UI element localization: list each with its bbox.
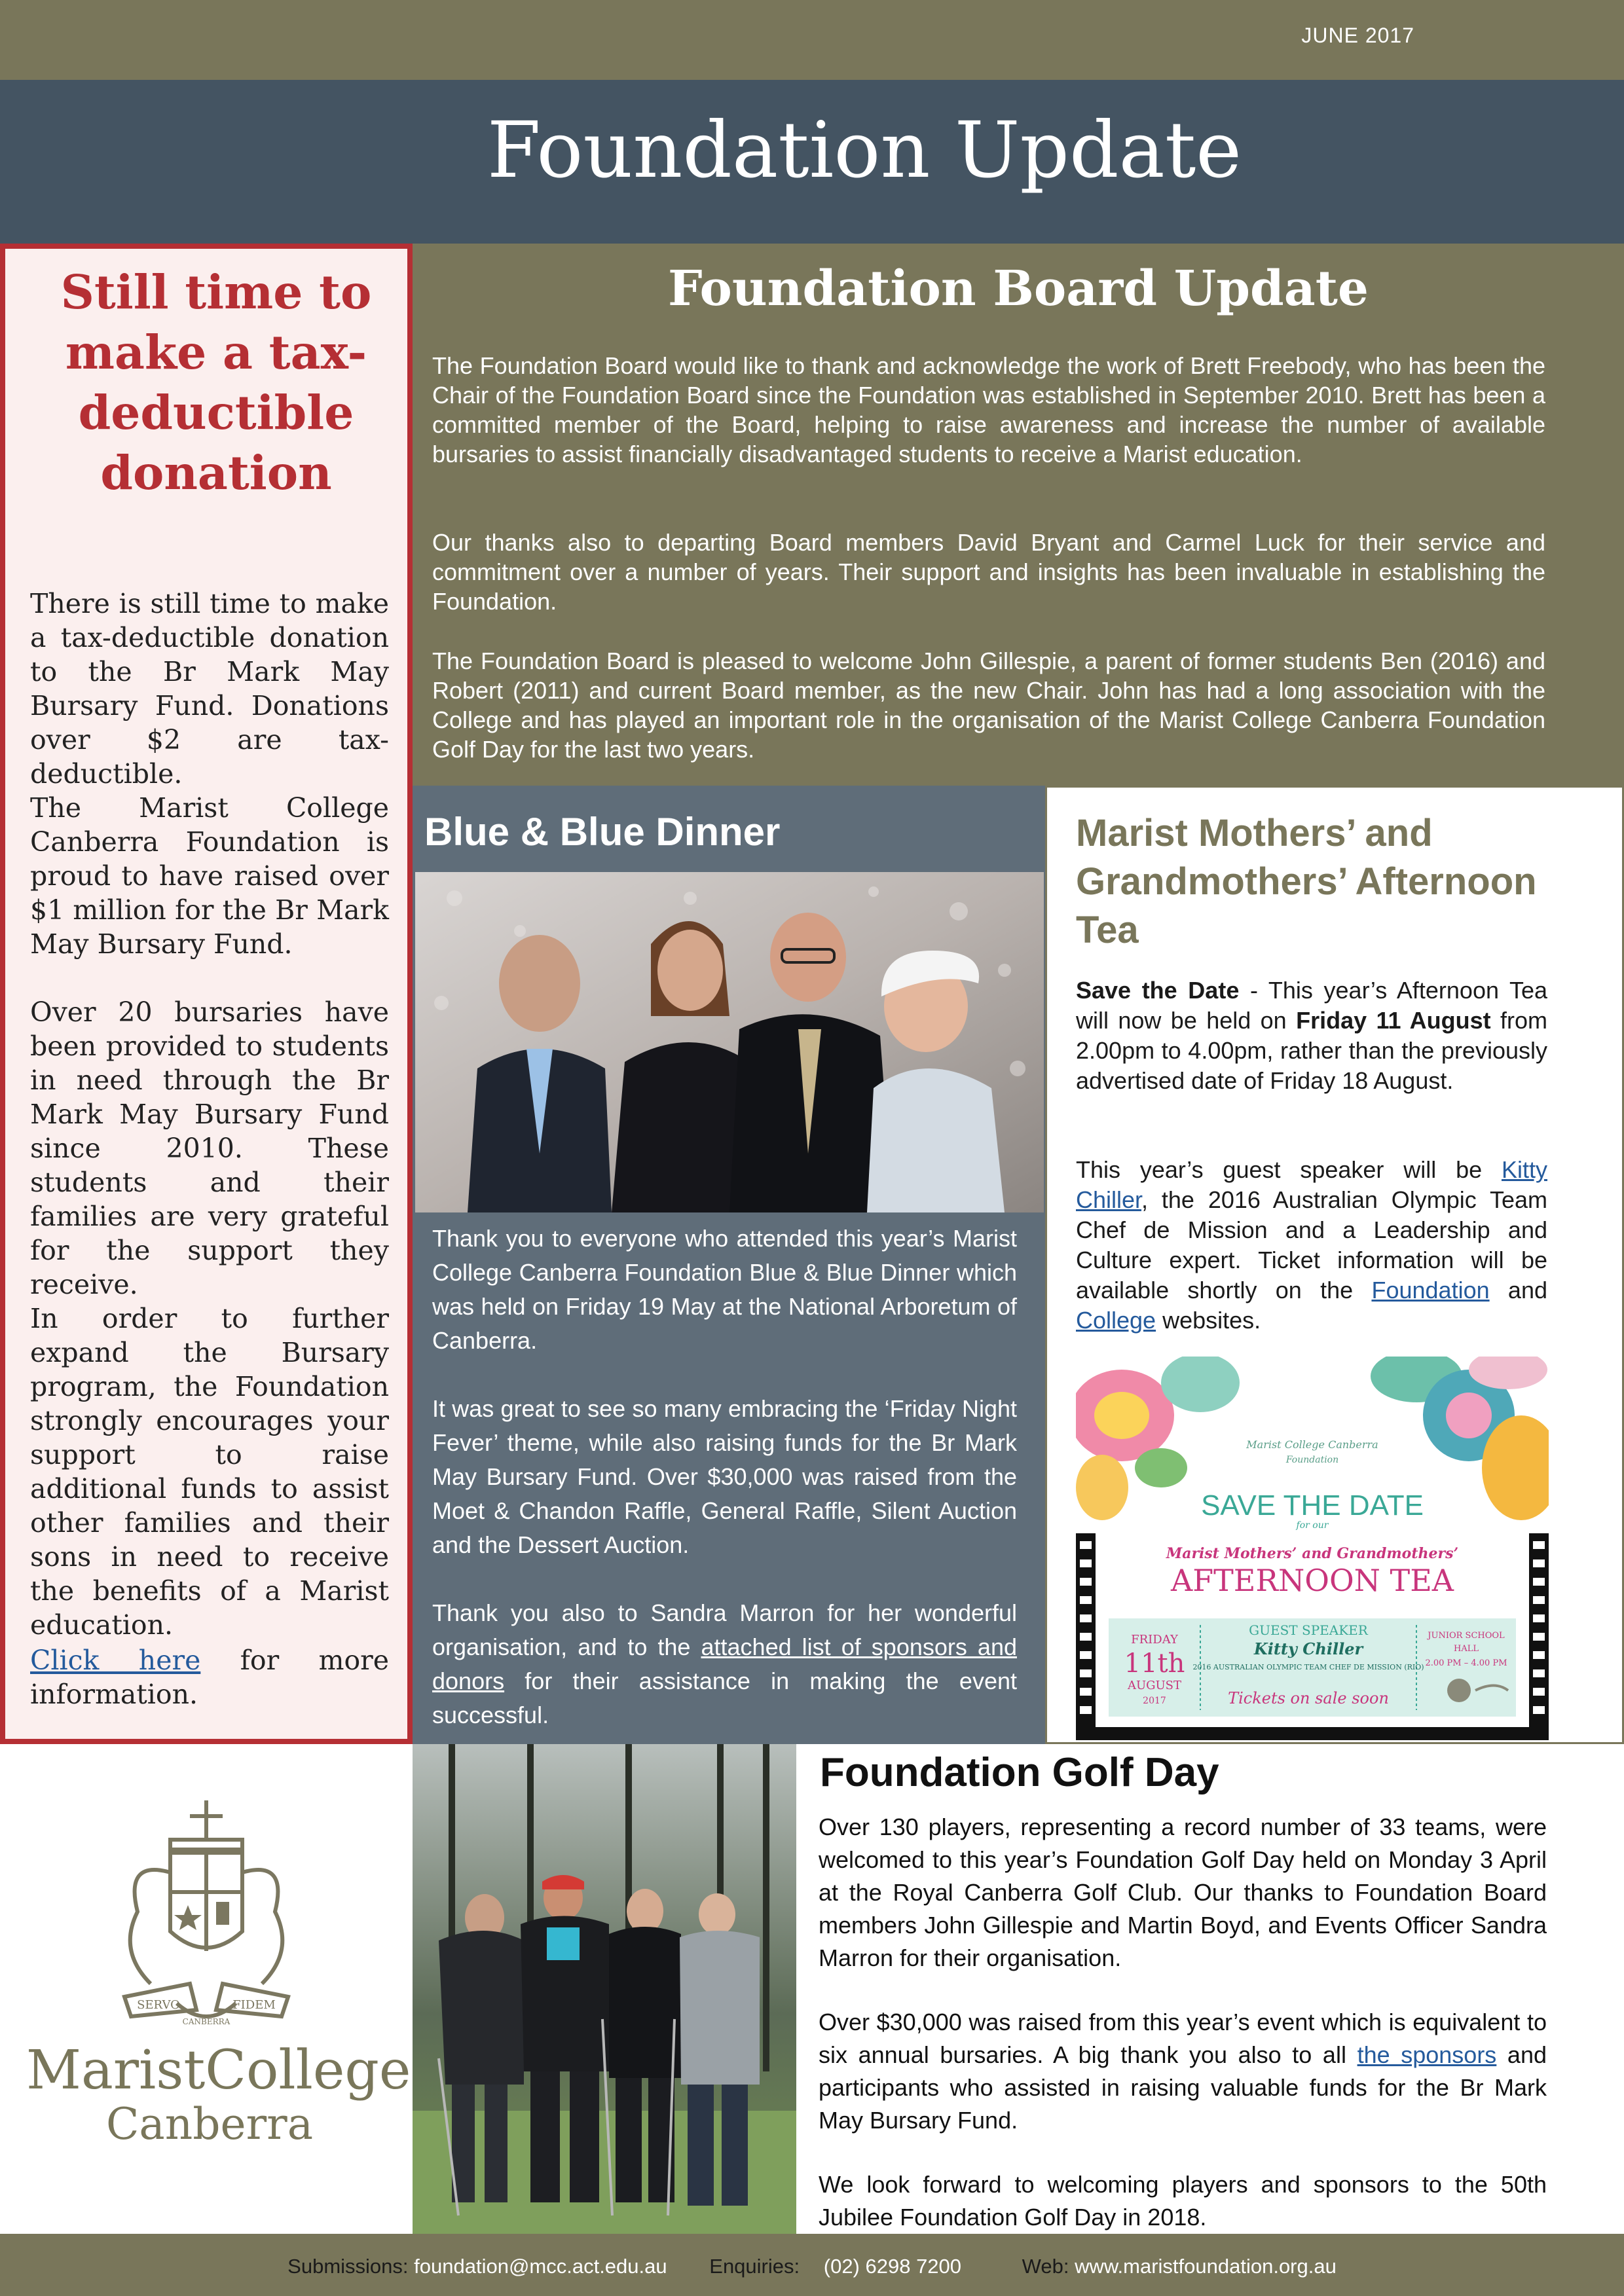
college-link[interactable]: College [1076,1307,1156,1334]
tea-speaker-paragraph [1076,1155,1547,1336]
tea-text: and [1489,1277,1547,1303]
footer-submissions [287,2255,667,2278]
flyer-venue1: JUNIOR SCHOOL [1428,1631,1505,1641]
tea-text: websites. [1156,1307,1261,1334]
flyer-org2: Foundation [1285,1455,1339,1465]
logo-subtitle: Canberra [105,2099,314,2149]
sidebar-paragraph: Over 20 bursaries have been provided to students in need through the Br Mark May Bursary Fund since 2010. These students and their families are very grateful for the support they receive. [30,996,389,1300]
sidebar-more-info [30,1643,389,1711]
footer-contacts [0,2255,1624,2278]
board-update-title: Foundation Board Update [668,261,1369,317]
dinner-photo [415,872,1044,1212]
logo-name: MaristCollege [26,2039,411,2102]
enquiries-label: Enquiries: [709,2255,800,2278]
sidebar-paragraph: In order to further expand the Bursary program, the Foundation strongly encourages your support to raise additional funds to assist other families and their sons in need to receive the benefits of a Marist education. [30,1303,389,1641]
flyer-year: 2017 [1143,1696,1166,1706]
sidebar-heading: Still time to make a tax-deductible donation [60,264,372,500]
golf-day-title: Foundation Golf Day [820,1750,1219,1795]
board-paragraph: Our thanks also to departing Board members David Bryant and Carmel Luck for their service and commitment over a number of years. Their support and insights has been invaluable in establishing the Foundation. [432,529,1545,615]
sponsors-donors-link[interactable]: attached list of sponsors and donors [432,1633,1017,1694]
tea-text: - This year’s Afternoon Tea will now be held on [1076,977,1548,1034]
golf-paragraph: Over 130 players, representing a record number of 33 teams, were welcomed to this year’s Foundation Golf Day held on Monday 3 April at the Royal Canberra Golf Club. Our thanks to Foundation Board members John Gillespie and Martin Boyd, and Events Officer Sandra Marron for their organisation. [819,1813,1547,1971]
save-the-date-flyer [1076,1357,1549,1740]
foundation-link[interactable]: Foundation [1371,1277,1490,1303]
golf-paragraph: We look forward to welcoming players and sponsors to the 50th Jubilee Foundation Golf Day in 2018. [819,2171,1547,2231]
website-link[interactable]: www.maristfoundation.org.au [1075,2255,1337,2278]
flyer-tickets: Tickets on sale soon [1228,1689,1389,1707]
flyer-guest-speaker: GUEST SPEAKER [1249,1622,1368,1638]
submissions-email-link[interactable]: foundation@mcc.act.edu.au [414,2255,667,2278]
college-crest-icon [98,1787,314,2043]
footer-enquiries [709,2255,980,2278]
golf-paragraph [819,2006,1547,2137]
flyer-num: 11th [1124,1649,1185,1679]
tea-date-bold: Friday 11 August [1296,1007,1491,1034]
tea-text: This year’s guest speaker will be [1076,1156,1502,1183]
kitty-chiller-link[interactable]: Kitty Chiller [1076,1156,1547,1213]
click-here-link[interactable]: Click here [30,1645,201,1676]
golf-sponsors-link[interactable]: the sponsors [1357,2041,1497,2068]
flyer-month: AUGUST [1127,1679,1182,1692]
footer-web [1022,2255,1337,2278]
flyer-speaker-role: 2016 AUSTRALIAN OLYMPIC TEAM CHEF DE MISSION (RIO) [1192,1663,1424,1671]
flyer-for-our: for our [1296,1520,1329,1531]
tea-text: from 2.00pm to 4.00pm, rather than the previously advertised date of Friday 18 August. [1076,1007,1547,1094]
flyer-venue2: HALL [1454,1644,1479,1654]
issue-date: JUNE 2017 [1301,24,1414,47]
save-date-label: Save the Date [1076,977,1240,1004]
flyer-line2: AFTERNOON TEA [1170,1563,1454,1598]
motto-right: FIDEM [232,1998,276,2012]
golf-text: and participants who assisted in raising valuable funds for the Br Mark May Bursary Fund. [819,2041,1547,2134]
flyer-day: FRIDAY [1131,1633,1178,1647]
web-label: Web: [1022,2255,1069,2278]
golf-photo [413,1744,796,2234]
flyer-save-the-date: SAVE THE DATE [1201,1489,1424,1522]
motto-bottom: CANBERRA [182,2017,231,2026]
board-paragraph: The Foundation Board is pleased to welcome John Gillespie, a parent of former students Ben (2016) and Robert (2011) and current Board member, as the new Chair. John has had a long association with the College and has played an important role in the organisation of the Marist College Canberra Foundation Golf Day for the last two years. [432,647,1545,763]
afternoon-tea-title: Marist Mothers’ and Grandmothers’ Afternoon Tea [1076,812,1537,951]
flyer-line1: Marist Mothers’ and Grandmothers’ [1166,1545,1459,1562]
blue-dinner-title: Blue & Blue Dinner [424,810,781,854]
page-title: Foundation Update [487,105,1242,195]
flyer-org: Marist College Canberra [1246,1438,1378,1451]
motto-left: SERVO [137,1998,180,2012]
flyer-speaker: Kitty Chiller [1253,1639,1363,1658]
tea-paragraph [1076,975,1547,1096]
sidebar-paragraph: There is still time to make a tax-deductible donation to the Br Mark May Bursary Fund. Donations over $2 are tax-deductible. [30,588,389,790]
dinner-paragraph: Thank you to everyone who attended this year’s Marist College Canberra Foundation Blue & Blue Dinner which was held on Friday 19 May at the National Arboretum of Canberra. [432,1225,1017,1354]
submissions-label: Submissions: [287,2255,409,2278]
sidebar-paragraph: The Marist College Canberra Foundation is proud to have raised over $1 million for the Br Mark May Bursary Fund. [30,792,389,960]
tea-text: , the 2016 Australian Olympic Team Chef de Mission and a Leadership and Culture expert. Ticket information will be available shortly on the [1076,1186,1547,1303]
more-info-text: for more information. [30,1645,389,1710]
dinner-paragraph: It was great to see so many embracing the ‘Friday Night Fever’ theme, while also raising funds for the Br Mark May Bursary Fund. Over $30,000 was raised from the Moet & Chandon Raffle, General Raffle, Silent Auction and the Dessert Auction. [432,1395,1017,1558]
dinner-thanks-text: Thank you also to Sandra Marron for her wonderful organisation, and to the [432,1599,1017,1660]
dinner-thanks [432,1596,1017,1732]
flyer-time: 2.00 PM – 4.00 PM [1425,1658,1507,1668]
enquiries-phone: (02) 6298 7200 [823,2255,962,2278]
dinner-thanks-text: for their assistance in making the event successful. [432,1667,1017,1728]
board-paragraph: The Foundation Board would like to thank and acknowledge the work of Brett Freebody, who has been the Chair of the Foundation Board since the Foundation was established in September 2010. Brett has been a committed member of the Board, helping to raise awareness and increase the number of available bursaries to assist financially disadvantaged students to receive a Marist education. [432,352,1545,467]
golf-text: Over $30,000 was raised from this year’s event which is equivalent to six annual bursaries. A big thank you also to all [819,2009,1547,2068]
